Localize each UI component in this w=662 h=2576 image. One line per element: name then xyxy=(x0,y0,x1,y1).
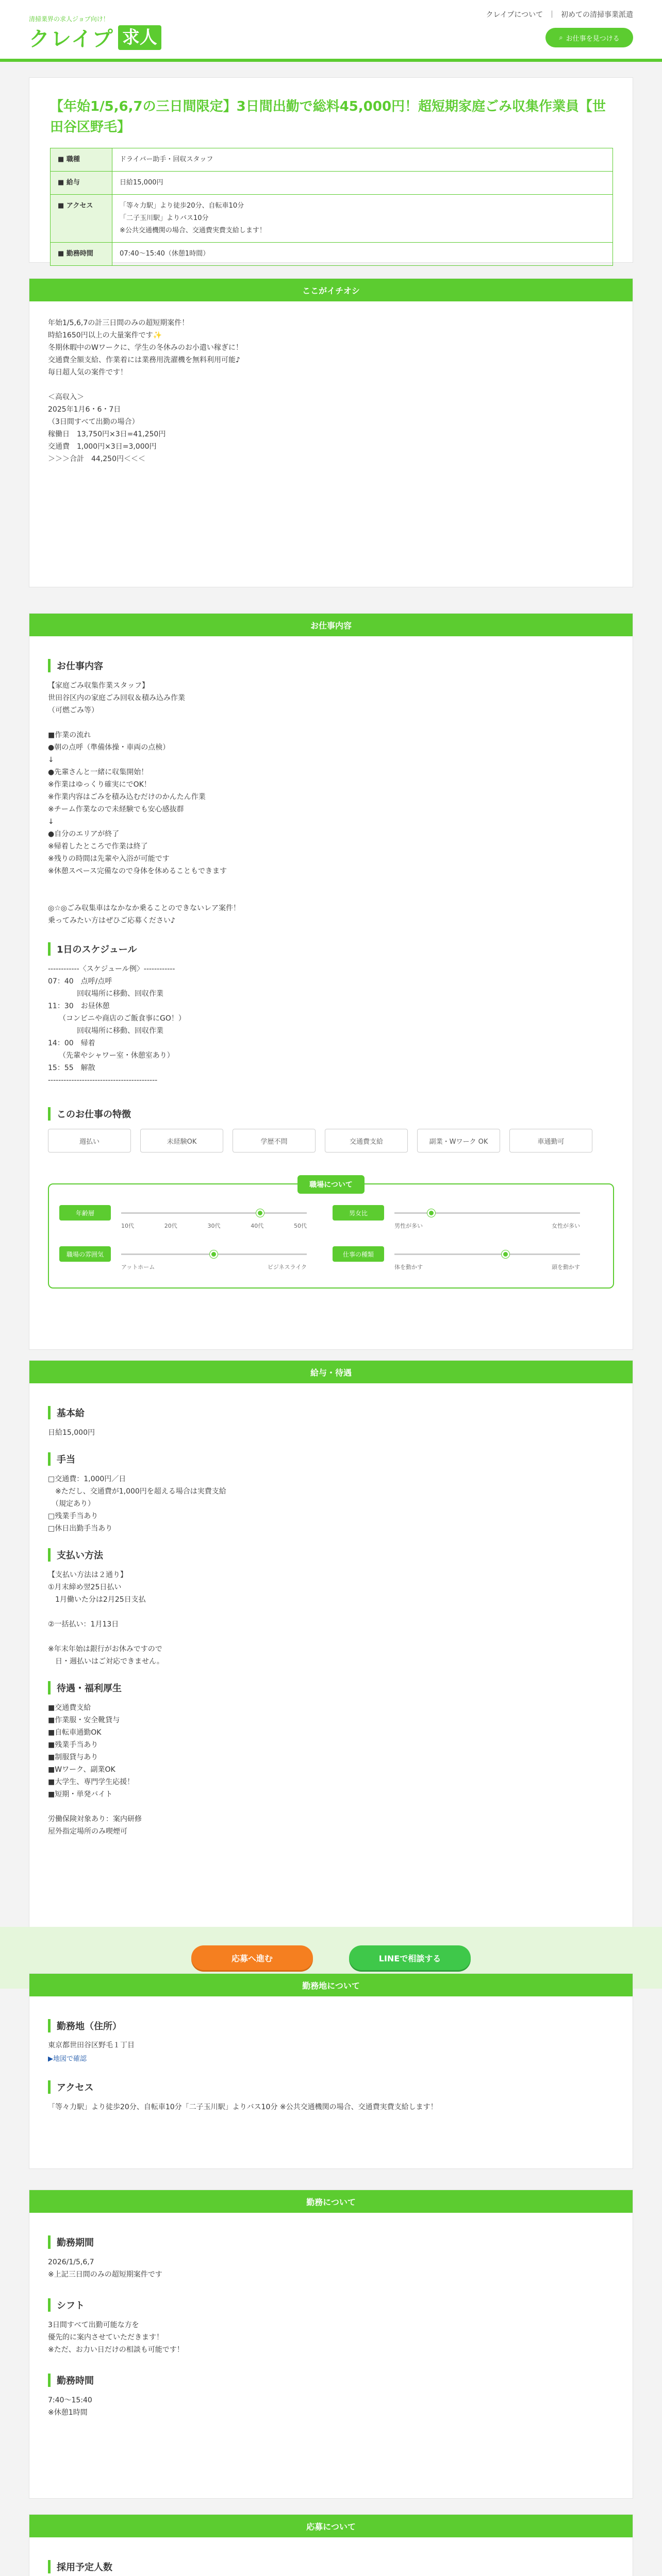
job-info-table xyxy=(50,148,613,266)
benefits-title: 待遇・福利厚生 xyxy=(48,1681,614,1694)
info-row xyxy=(51,148,613,172)
scale-marker xyxy=(256,1209,264,1217)
allowance-title: 手当 xyxy=(48,1452,614,1466)
hours-title: 勤務時間 xyxy=(48,2374,614,2387)
shift-title: シフト xyxy=(48,2298,614,2312)
info-label: ■ 職種 xyxy=(51,148,112,172)
scale-track xyxy=(121,1212,307,1214)
line-consult-button[interactable]: LINEで相談する xyxy=(349,1945,471,1970)
schedule-heading: 勤務について xyxy=(29,2190,633,2213)
scale-tick-label: 女性が多い xyxy=(552,1223,580,1229)
highlight-body: 年始1/5,6,7の計三日間のみの超短期案件！ 時給1650円以上の大量案件です✨ 冬期休暇中のWワークに、学生の冬休みのお小遣い稼ぎに！ 交通費全額支給、作業着には業務用洗濯機を無料利用可能♪ 毎日超人気の案件です！ ＜高収入＞ 2025年1月6・6・7日 （3日間すべて出勤の場合） 稼働日 13,750円×3日=41,250円 交通費 1,000円×3日=3,000円 ＞＞＞合計 44,250円＜＜＜ xyxy=(48,319,243,463)
application-card xyxy=(29,2514,633,2576)
search-icon: ⌕ xyxy=(559,33,563,42)
site-header xyxy=(0,0,662,62)
job-title: 【年始1/5,6,7の三日間限定】3日間出勤で総料45,000円！超短期家庭ごみ収集作業員【世田谷区野毛】 xyxy=(50,99,606,135)
period-title: 勤務期間 xyxy=(48,2235,614,2249)
scale-tick-label: 10代 xyxy=(121,1223,134,1229)
scale-ticks xyxy=(394,1263,580,1271)
feature-tag: 未経験OK xyxy=(140,1129,223,1153)
environment-grid xyxy=(59,1205,603,1272)
scale-tick-label: 50代 xyxy=(294,1223,307,1229)
salary-heading: 給与・待遇 xyxy=(29,1361,633,1383)
logo-brand: クレイプ xyxy=(29,27,114,51)
environment-tag: 職場の雰囲気 xyxy=(59,1246,111,1262)
scale-ticks xyxy=(121,1222,307,1230)
scale-tick-label: 頭を動かす xyxy=(552,1264,580,1270)
info-row xyxy=(51,243,613,266)
hours-body: 7:40～15:40 ※休憩1時間 xyxy=(48,2396,92,2417)
logo-badge: 求人 xyxy=(118,25,161,50)
salary-card xyxy=(29,1360,633,1947)
features-sub-title: このお仕事の特徴 xyxy=(48,1107,614,1121)
allowance-body: □交通費：1,000円／日 ※ただし、交通費が1,000円を超える場合は実費支給 （規定あり） □残業手当あり □休日出勤手当あり xyxy=(48,1475,226,1533)
scale-tick-label: 体を動かす xyxy=(394,1264,423,1270)
info-row xyxy=(51,195,613,243)
schedule-sub-title: 1日のスケジュール xyxy=(48,942,614,956)
scale-tick-label: アットホーム xyxy=(121,1264,155,1270)
access-value: 「等々力駅」より徒歩20分、自転車10分「二子玉川駅」よりバス10分 ※公共交通機関の場合、交通費実費支給します！ xyxy=(48,2103,438,2111)
find-job-button[interactable] xyxy=(545,28,633,47)
access-title: アクセス xyxy=(48,2080,614,2094)
environment-tag: 年齢層 xyxy=(59,1205,111,1221)
info-value: 日給15,000円 xyxy=(112,172,613,195)
workplace-environment xyxy=(48,1183,614,1289)
feature-tag: 車通勤可 xyxy=(509,1129,592,1153)
scale-ticks xyxy=(394,1222,580,1230)
job-summary-card xyxy=(29,77,633,263)
scale-tick-label: 20代 xyxy=(164,1223,177,1229)
environment-title: 職場について xyxy=(297,1175,365,1194)
link-about[interactable]: クレイプについて xyxy=(486,11,543,19)
scale-track xyxy=(394,1253,580,1255)
info-value: 「等々力駅」より徒歩20分、自転車10分 「二子玉川駅」よりバス10分 ※公共交通機関の場合、交通費実費支給します！ xyxy=(112,195,613,243)
feature-list xyxy=(48,1129,614,1153)
scale-tick-label: 男性が多い xyxy=(394,1223,423,1229)
map-link[interactable]: ▶地図で確認 xyxy=(48,2055,87,2063)
work-heading: お仕事内容 xyxy=(29,614,633,636)
payment-method-body: 【支払い方法は２通り】 ①月末締め翌25日払い 1月働いた分は2月25日支払 ②一括払い：1月13日 ※年末年始は銀行がお休みですので 日・週払いはご対応できません。 xyxy=(48,1571,164,1666)
work-schedule-card xyxy=(29,2190,633,2499)
header-tagline: 清掃業界の求人ジョブ向け！ xyxy=(29,15,109,23)
scale-marker xyxy=(210,1250,218,1258)
location-heading: 勤務地について xyxy=(29,1974,633,1996)
work-description: 【家庭ごみ収集作業スタッフ】 世田谷区内の家庭ごみ回収＆積み込み作業 （可燃ごみ等） ■作業の流れ ●朝の点呼（準備体操・車両の点検） ↓ ●先輩さんと一緒に収集開始！ ※作業はゆっくり確実にでOK！ ※作業内容はごみを積み込むだけのかんたん作業 ※チーム作業なので未経験でも安心感抜群 ↓ ●自分のエリアが終了 ※帰着したところで作業は終了 ※残りの時間は先輩や入浴が可能です ※休憩スペース完備なので身体を休めることもできます ◎☆◎ごみ収集車はなかなか乗ることのできないレア案件！ 乗ってみたい方はぜひご応募ください♪ xyxy=(48,682,240,925)
link-separator: ｜ xyxy=(548,11,556,19)
header-links xyxy=(483,9,633,20)
feature-tag: 週払い xyxy=(48,1129,131,1153)
scale-marker xyxy=(502,1250,509,1258)
header-accent-bar xyxy=(0,59,662,62)
environment-scale xyxy=(59,1205,312,1231)
feature-tag: 学歴不問 xyxy=(233,1129,316,1153)
application-heading: 応募について xyxy=(29,2515,633,2537)
environment-tag: 仕事の種類 xyxy=(333,1246,384,1262)
headcount-title: 採用予定人数 xyxy=(48,2560,614,2573)
benefits-body: ■交通費支給 ■作業服・安全靴貸与 ■自転車通勤OK ■残業手当あり ■制服貸与あり ■Wワーク、副業OK ■大学生、専門学生応援！ ■短期・単発バイト 労働保険対象あり：案内研修 屋外指定場所のみ喫煙可 xyxy=(48,1704,142,1836)
base-pay-value: 日給15,000円 xyxy=(48,1429,95,1437)
site-logo[interactable] xyxy=(29,23,161,52)
daily-schedule: ------------〈スケジュール例〉------------ 07：40 点呼/点呼 回収場所に移動、回収作業 11：30 お昼休憩 （コンビニや商店のご飯食事にGO！） 回収場所に移動、回収作業 14：00 帰着 （先輩やシャワー室・休憩室あり） 15：55 解散 ------------------------------------------ xyxy=(48,965,186,1084)
work-content-card xyxy=(29,613,633,1350)
base-pay-title: 基本給 xyxy=(48,1406,614,1419)
link-first-time[interactable]: 初めての清掃事業派遣 xyxy=(561,11,633,19)
location-card xyxy=(29,1973,633,2169)
environment-scale xyxy=(59,1246,312,1272)
feature-tag: 交通費支給 xyxy=(325,1129,408,1153)
feature-tag: 副業・Wワーク OK xyxy=(417,1129,500,1153)
info-value: ドライバー助手・回収スタッフ xyxy=(112,148,613,172)
scale-marker xyxy=(427,1209,435,1217)
address-title: 勤務地（住所） xyxy=(48,2019,614,2032)
info-label: ■ 勤務時間 xyxy=(51,243,112,266)
scale-track xyxy=(394,1212,580,1214)
find-job-label: お仕事を見つける xyxy=(566,35,620,43)
work-sub-title: お仕事内容 xyxy=(48,659,614,672)
info-value: 07:40～15:40（休憩1時間） xyxy=(112,243,613,266)
address-value: 東京都世田谷区野毛１丁目 xyxy=(48,2041,135,2049)
info-label: ■ 給与 xyxy=(51,172,112,195)
highlight-card xyxy=(29,278,633,587)
scale-tick-label: 40代 xyxy=(251,1223,264,1229)
highlight-heading: ここがイチオシ xyxy=(29,279,633,301)
info-row xyxy=(51,172,613,195)
scale-ticks xyxy=(121,1263,307,1271)
shift-body: 3日間すべて出勤可能な方を 優先的に案内させていただきます！ ※ただ、お力い日だけの相談も可能です！ xyxy=(48,2321,184,2354)
scale-tick-label: ビジネスライク xyxy=(267,1264,307,1270)
period-body: 2026/1/5,6,7 ※上記三日間のみの超短期案件です xyxy=(48,2258,162,2279)
environment-scale xyxy=(333,1205,585,1231)
payment-method-title: 支払い方法 xyxy=(48,1548,614,1562)
apply-button[interactable]: 応募へ進む xyxy=(191,1945,313,1970)
scale-tick-label: 30代 xyxy=(207,1223,221,1229)
environment-tag: 男女比 xyxy=(333,1205,384,1221)
info-label: ■ アクセス xyxy=(51,195,112,243)
environment-scale xyxy=(333,1246,585,1272)
